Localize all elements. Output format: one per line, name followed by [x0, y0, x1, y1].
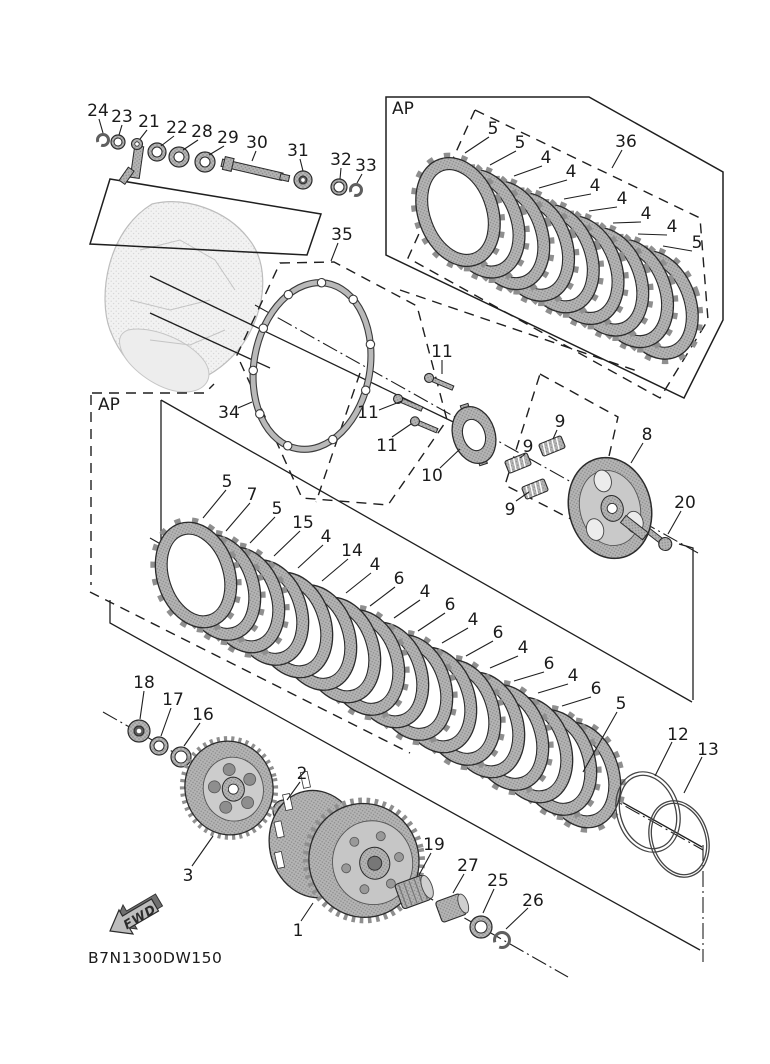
leader-14-36	[322, 559, 348, 581]
circlip-24	[98, 135, 109, 146]
washer-22	[148, 143, 166, 161]
callout-21-2: 21	[138, 112, 160, 132]
washer-hole	[174, 152, 184, 162]
callout-24-0: 24	[87, 101, 109, 121]
leader-4-43	[490, 656, 518, 668]
clutch-boss-3	[175, 732, 283, 845]
leader-5-14	[490, 151, 516, 165]
leader-34-11	[238, 402, 252, 408]
leader-4-35	[298, 545, 323, 568]
callout-6-38: 6	[393, 569, 405, 589]
leader-24-0	[99, 119, 103, 133]
callout-1-55: 1	[292, 921, 304, 941]
clutch-pressure-assembly-8	[557, 448, 663, 568]
leader-6-40	[418, 613, 445, 631]
washer-32	[331, 179, 347, 195]
leader-20-30	[668, 511, 681, 534]
bolt-11c	[409, 415, 439, 434]
callout-4-45: 4	[567, 666, 579, 686]
callout-4-37: 4	[369, 555, 381, 575]
callout-29-5: 29	[217, 128, 239, 148]
washer-hole	[152, 147, 162, 157]
leader-6-46	[562, 697, 591, 706]
callout-6-44: 6	[543, 654, 555, 674]
callout-5-13: 5	[487, 119, 499, 139]
callout-6-42: 6	[492, 623, 504, 643]
leader-13-49	[684, 757, 702, 793]
oil-seal-29	[195, 152, 215, 172]
leader-11-23	[379, 401, 402, 410]
leader-6-38	[370, 587, 395, 606]
callout-4-43: 4	[517, 638, 529, 658]
callout-6-46: 6	[590, 679, 602, 699]
open-clip-ring	[98, 135, 109, 146]
leader-1-55	[301, 903, 313, 921]
callout-4-20: 4	[666, 217, 678, 237]
clutch-plate-stack-top	[400, 144, 714, 372]
callout-4-17: 4	[589, 176, 601, 196]
leader-3-53	[192, 836, 213, 866]
callout-3-53: 3	[182, 866, 194, 886]
gasket-35-dashed-box	[237, 262, 447, 505]
callout-13-49: 13	[697, 740, 719, 760]
callout-26-59: 26	[522, 891, 544, 911]
washer-hole	[334, 182, 344, 192]
leader-4-16	[539, 180, 567, 188]
callout-15-34: 15	[292, 513, 314, 533]
leader-12-48	[655, 742, 672, 776]
washer-hole	[175, 751, 187, 763]
callout-14-36: 14	[341, 541, 363, 561]
ap-label-mid-left: AP	[98, 395, 120, 415]
washer-hole	[200, 157, 210, 167]
push-rod-30	[220, 156, 290, 184]
nut-center	[301, 178, 305, 182]
callout-17-51: 17	[162, 690, 184, 710]
callout-31-7: 31	[287, 141, 309, 161]
leader-18-50	[140, 691, 144, 719]
leader-10-25	[440, 449, 460, 468]
callout-28-4: 28	[191, 122, 213, 142]
crankcase-sketch	[105, 202, 263, 392]
leader-27-57	[453, 874, 464, 893]
callout-32-8: 32	[330, 150, 352, 170]
callout-7-32: 7	[246, 485, 258, 505]
leader-4-15	[514, 166, 542, 176]
clutch-spring-9a	[538, 435, 565, 456]
callout-6-40: 6	[444, 595, 456, 615]
callout-4-19: 4	[640, 204, 652, 224]
leader-5-13	[465, 137, 489, 153]
leader-6-42	[466, 641, 493, 656]
spring-body	[521, 478, 548, 499]
callout-5-21: 5	[691, 233, 703, 253]
callout-4-39: 4	[419, 582, 431, 602]
callout-4-16: 4	[565, 162, 577, 182]
clutch-housing-1	[255, 752, 432, 937]
washer-23	[111, 135, 125, 149]
nut-18	[128, 720, 150, 742]
leader-8-29	[631, 443, 643, 463]
callout-4-35: 4	[320, 527, 332, 547]
callout-12-48: 12	[667, 725, 689, 745]
washer-16	[171, 747, 191, 767]
leader-4-41	[442, 628, 468, 643]
leader-4-39	[394, 600, 420, 618]
callout-10-25: 10	[421, 466, 443, 486]
washer-25	[470, 916, 492, 938]
callout-8-29: 8	[641, 425, 653, 445]
collar-28	[169, 147, 189, 167]
circlip-33	[351, 185, 362, 196]
callout-36-12: 36	[615, 132, 637, 152]
callout-35-10: 35	[331, 225, 353, 245]
callout-2-54: 2	[296, 764, 308, 784]
leader-25-58	[483, 889, 494, 913]
callout-30-6: 30	[246, 133, 268, 153]
leader-4-19	[613, 222, 641, 223]
leader-5-33	[250, 517, 275, 543]
rod-tip	[280, 174, 290, 182]
callout-5-47: 5	[615, 694, 627, 714]
leader-4-18	[589, 207, 617, 211]
callout-11-24: 11	[376, 436, 398, 456]
callout-23-1: 23	[111, 107, 133, 127]
callout-16-52: 16	[192, 705, 214, 725]
callout-19-56: 19	[423, 835, 445, 855]
circlip-26	[495, 933, 510, 948]
leader-26-59	[506, 908, 528, 929]
leader-4-20	[638, 234, 667, 235]
callout-4-15: 4	[540, 148, 552, 168]
open-clip-ring	[351, 185, 362, 196]
callout-22-3: 22	[166, 118, 188, 138]
lock-washer-17	[150, 737, 168, 755]
leader-4-17	[564, 194, 591, 199]
leader-4-37	[346, 573, 371, 593]
leader-35-10	[331, 243, 338, 261]
callout-9-27: 9	[522, 437, 534, 457]
leader-5-31	[203, 490, 226, 518]
callout-4-18: 4	[616, 189, 628, 209]
callout-5-31: 5	[221, 472, 233, 492]
open-clip-ring	[495, 933, 510, 948]
leader-15-34	[274, 531, 300, 556]
leader-7-32	[226, 503, 250, 531]
main-region-right-edge	[679, 544, 693, 700]
leader-5-21	[663, 246, 692, 251]
washer-hole	[114, 138, 122, 146]
leader-36-12	[612, 150, 622, 168]
washer-hole	[475, 921, 487, 933]
leader-19-56	[419, 853, 431, 875]
lever-eye-hole	[135, 142, 139, 146]
callout-20-30: 20	[674, 493, 696, 513]
pressure-plate-10	[444, 398, 503, 471]
callout-11-23: 11	[357, 403, 379, 423]
ap-label-top-right: AP	[392, 99, 414, 119]
leader-17-51	[161, 708, 171, 736]
callout-5-14: 5	[514, 133, 526, 153]
callout-4-41: 4	[467, 610, 479, 630]
fwd-text: FWD	[120, 900, 159, 933]
nut-31	[294, 171, 312, 189]
callout-25-58: 25	[487, 871, 509, 891]
washer-hole	[154, 741, 164, 751]
callout-9-26: 9	[554, 412, 566, 432]
callout-18-50: 18	[133, 673, 155, 693]
leader-6-44	[514, 672, 544, 681]
spring-body	[538, 435, 565, 456]
nut-center	[137, 729, 142, 734]
callout-34-11: 34	[218, 403, 240, 423]
leader-4-45	[538, 684, 568, 693]
callout-5-33: 5	[271, 499, 283, 519]
callout-33-9: 33	[355, 156, 377, 176]
bolt-11a	[423, 372, 455, 392]
callout-11-22: 11	[431, 342, 453, 362]
leader-16-52	[184, 723, 200, 746]
clutch-spring-9c	[521, 478, 548, 499]
callout-9-28: 9	[504, 500, 516, 520]
callout-27-57: 27	[457, 856, 479, 876]
diagram-code: B7N1300DW150	[88, 949, 223, 967]
